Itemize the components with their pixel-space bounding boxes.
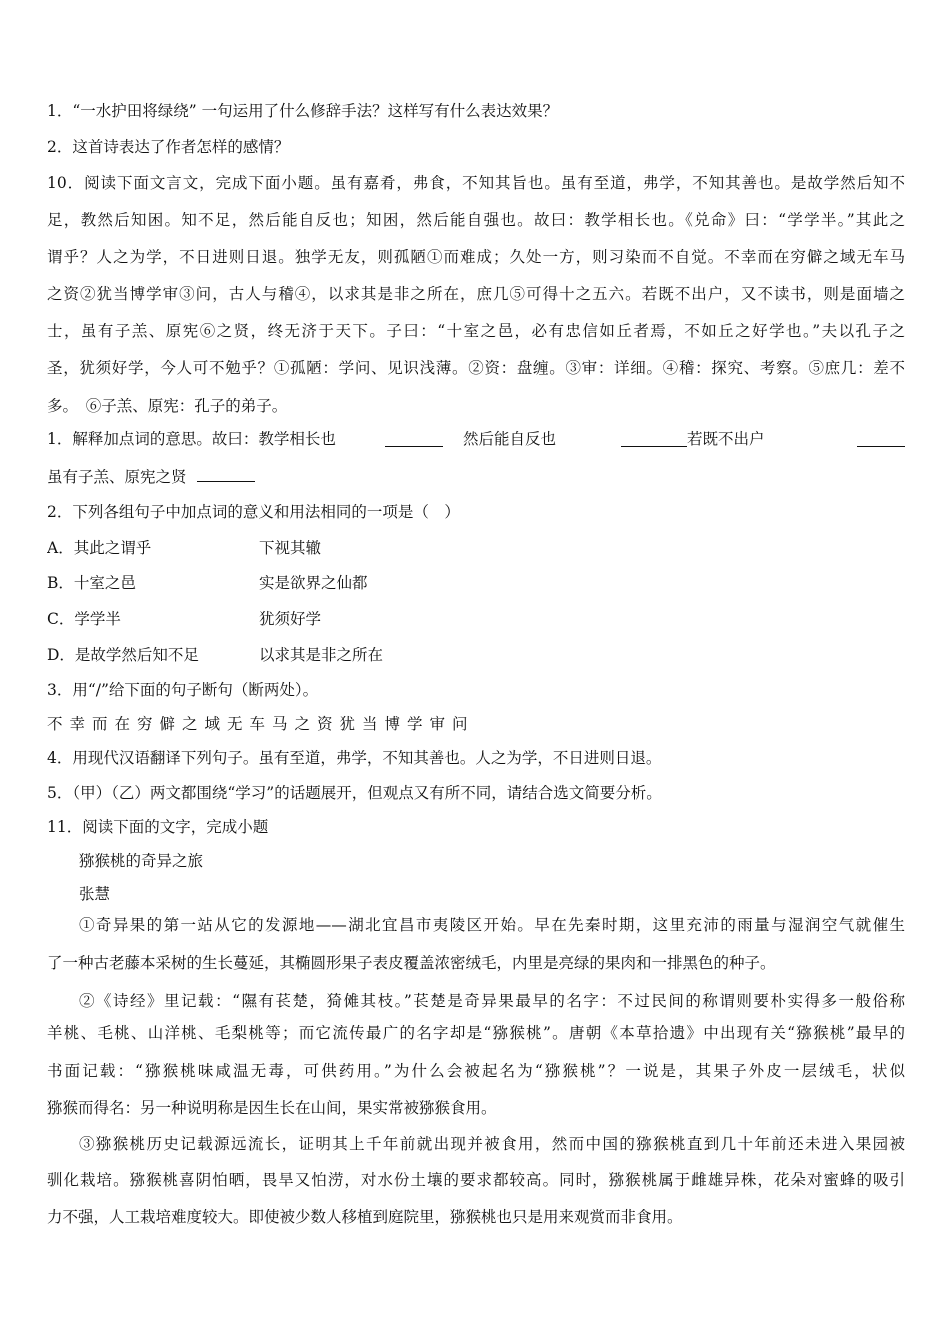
q10-sub3-stem: 3．用“/”给下面的句子断句（断两处）。 [47,681,319,699]
sub1-right: 若既不出户 [687,430,765,448]
article-line: ②《诗经》里记载：“隰有苌楚，猗傩其枝。”苌楚是奇异果最早的名字：不过民间的称谓则要朴实得多一般俗称 [79,992,905,1010]
option-label: C．学学半 [47,610,121,628]
article-line: 书面记载：“猕猴桃味咸温无毒，可供药用。”为什么会被起名为“猕猴桃”？一说是，其果子外皮一层绒毛，状似 [47,1062,905,1080]
q10-sub2-stem: 2．下列各组句子中加点词的意义和用法相同的一项是（ ） [47,503,460,521]
q10-sub1-line1 [47,429,905,449]
article-line: 猕猴而得名：另一种说明称是因生长在山间，果实常被猕猴食用。 [47,1099,497,1117]
option-pair: 犹须好学 [259,610,322,628]
sub1-line2: 虽有子羔、原宪之贤 [47,468,187,486]
sub1-mid: 然后能自反也 [463,430,557,448]
q10-sub4: 4．用现代汉语翻译下列句子。虽有至道，弗学，不知其善也。人之为学，不日进则日退。 [47,749,662,767]
passage-line: 足，教然后知困。知不足，然后能自反也；知困，然后能自强也。故曰：教学相长也。《兑命》曰：“学学半。”其此之 [47,211,905,229]
article-author: 张慧 [79,885,111,903]
answer-blank[interactable] [197,466,255,482]
passage-line: 之资②犹当博学审③问，古人与稽④，以求其是非之所在，庶几⑤可得十之五六。若既不出户，又不读书，则是面墙之 [47,285,905,303]
passage-line: 士，虽有子羔、原宪⑥之贤，终无济于天下。子曰：“十室之邑，必有忠信如丘者焉，不如丘之好学也。”夫以孔子之 [47,322,905,340]
answer-blank[interactable] [621,431,687,447]
article-line: 了一种古老藤本采树的生长蔓延，其椭圆形果子表皮覆盖浓密绒毛，内里是亮绿的果肉和一排黑色的种子。 [47,954,776,972]
q9-sub1: 1．“一水护田将绿绕” 一句运用了什么修辞手法？这样写有什么表达效果？ [47,102,559,120]
option-c[interactable] [47,609,905,629]
article-title: 猕猴桃的奇异之旅 [79,852,204,870]
option-pair: 实是欲界之仙都 [259,574,368,592]
option-label: B．十室之邑 [47,574,136,592]
q10-sub1-line2 [47,466,905,487]
answer-blank[interactable] [857,431,905,447]
article-line: ①奇异果的第一站从它的发源地——湖北宜昌市夷陵区开始。早在先秦时期，这里充沛的雨量与湿润空气就催生 [79,916,905,934]
option-d[interactable] [47,645,905,665]
article-line: 羊桃、毛桃、山洋桃、毛梨桃等；而它流传最广的名字却是“猕猴桃”。唐朝《本草拾遗》中出现有关“猕猴桃”最早的 [47,1024,905,1042]
option-a[interactable] [47,538,905,558]
q9-sub2: 2．这首诗表达了作者怎样的感情？ [47,138,290,156]
option-label: D．是故学然后知不足 [47,646,199,664]
answer-blank[interactable] [385,431,443,447]
option-b[interactable] [47,573,905,593]
option-pair: 以求其是非之所在 [259,646,384,664]
passage-line: 谓乎？人之为学，不日进则日退。独学无友，则孤陋①而难成；久处一方，则习染而不自觉。不幸而在穷僻之域无车马 [47,248,905,266]
q10-sub3-sentence: 不幸而在穷僻之域无车马之资犹当博学审问 [47,715,475,733]
article-line: 驯化栽培。猕猴桃喜阴怕晒，畏旱又怕涝，对水份土壤的要求都较高。同时，猕猴桃属于雌雄异株，花朵对蜜蜂的吸引 [47,1171,905,1189]
article-line: 力不强，人工栽培难度较大。即使被少数人移植到庭院里，猕猴桃也只是用来观赏而非食用。 [47,1208,683,1226]
option-label: A．其此之谓乎 [47,539,152,557]
q10-sub5: 5．（甲）（乙）两文都围绕“学习”的话题展开，但观点又有所不同，请结合选文简要分析。 [47,784,662,802]
passage-line: 多。 ⑥子羔、原宪：孔子的弟子。 [47,397,288,415]
article-line: ③猕猴桃历史记载源远流长，证明其上千年前就出现并被食用，然而中国的猕猴桃直到几十年前还未进入果园被 [79,1135,905,1153]
passage-line: 10．阅读下面文言文，完成下面小题。虽有嘉肴，弗食，不知其旨也。虽有至道，弗学，不知其善也。是故学然后知不 [47,174,905,192]
option-pair: 下视其辙 [259,539,322,557]
passage-line: 圣，犹须好学，今人可不勉乎？①孤陋：学问、见识浅薄。②资：盘缠。③审：详细。④稽：探究、考察。⑤庶几：差不 [47,359,905,377]
q11-stem: 11．阅读下面的文字，完成小题 [47,818,269,836]
sub1-lead: 1．解释加点词的意思。故曰：教学相长也 [47,430,336,448]
